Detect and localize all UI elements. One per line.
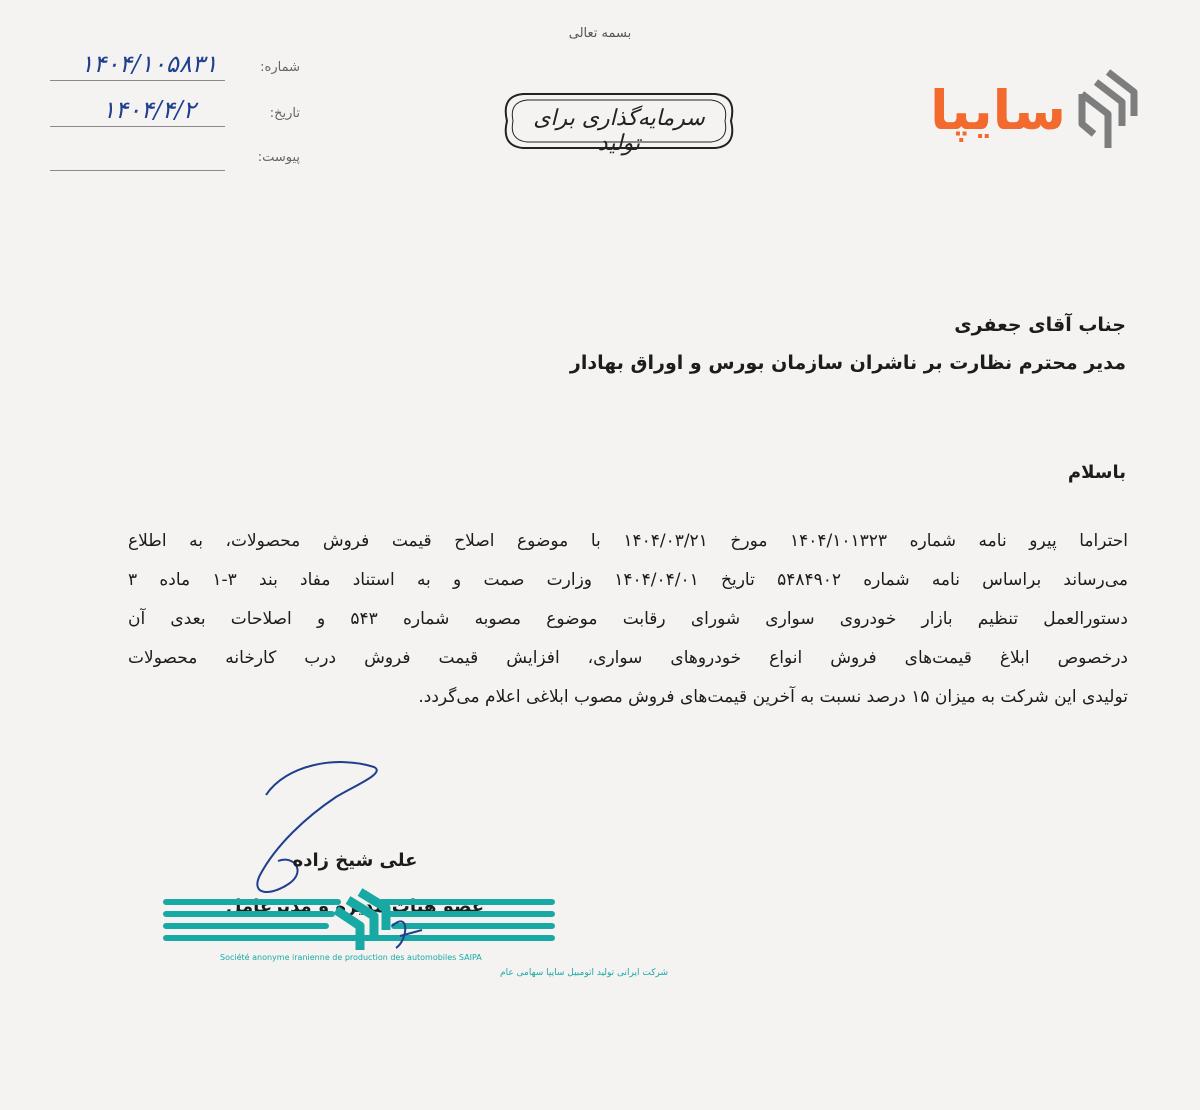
slogan-emblem xyxy=(493,86,745,156)
body-line: احتراما پیرو نامه شماره ۱۴۰۴/۱۰۱۳۲۳ مورخ ۱۴۰۴/۰۳/۲۱ با موضوع اصلاح قیمت فروش محصولات، به اطلاع xyxy=(128,531,1128,551)
number-label: شماره: xyxy=(260,60,300,75)
recipient-name: جناب آقای جعفری xyxy=(954,314,1126,336)
letter-attachment-row xyxy=(50,146,300,176)
company-stamp xyxy=(160,890,669,985)
salutation: باسلام xyxy=(1067,462,1126,483)
body-line: می‌رساند براساس نامه شماره ۵۴۸۴۹۰۲ تاریخ ۱۴۰۴/۰۴/۰۱ وزارت صمت و به استناد مفاد بند ۳-۱ ماده ۳ xyxy=(128,570,1128,590)
bismillah-heading: بسمه تعالی xyxy=(568,26,632,41)
letter-body xyxy=(128,522,1128,717)
stamp-text-fa: شرکت ایرانی تولید اتومبیل سایپا سهامی عام xyxy=(500,968,669,978)
signer-name: علی شیخ زاده xyxy=(292,850,418,871)
body-line: درخصوص ابلاغ قیمت‌های فروش انواع خودروهای سواری، افزایش قیمت فروش درب کارخانه محصولات xyxy=(128,648,1128,668)
letter-number-row xyxy=(50,50,300,86)
signer-title: عضو هیات مدیره و مدیرعامل xyxy=(225,896,485,917)
number-value: ۱۴۰۴/۱۰۵۸۳۱ xyxy=(80,50,218,78)
letter-date-row xyxy=(50,96,300,132)
recipient-block xyxy=(226,306,1126,382)
body-line: تولیدی این شرکت به میزان ۱۵ درصد نسبت به آخرین قیمت‌های فروش مصوب ابلاغی اعلام می‌گردد. xyxy=(418,687,1128,707)
date-value: ۱۴۰۴/۴/۲ xyxy=(102,96,196,124)
body-line: دستورالعمل تنظیم بازار خودروی سواری شورای رقابت موضوع مصوبه شماره ۵۴۳ و اصلاحات بعدی آن xyxy=(128,609,1128,629)
slogan-text: سرمایه‌گذاری برای تولید xyxy=(533,106,705,156)
recipient-title: مدیر محترم نظارت بر ناشران سازمان بورس و اوراق بهادار xyxy=(569,352,1126,374)
stamp-logo-icon xyxy=(336,892,386,950)
stamp-text-fr: Société anonyme iranienne de production des automobiles SAIPA xyxy=(220,953,482,962)
date-label: تاریخ: xyxy=(269,106,300,121)
attachment-label: پیوست: xyxy=(257,150,300,165)
saipa-logo-icon xyxy=(1072,64,1144,154)
saipa-logo-text: سایپا xyxy=(930,79,1066,142)
